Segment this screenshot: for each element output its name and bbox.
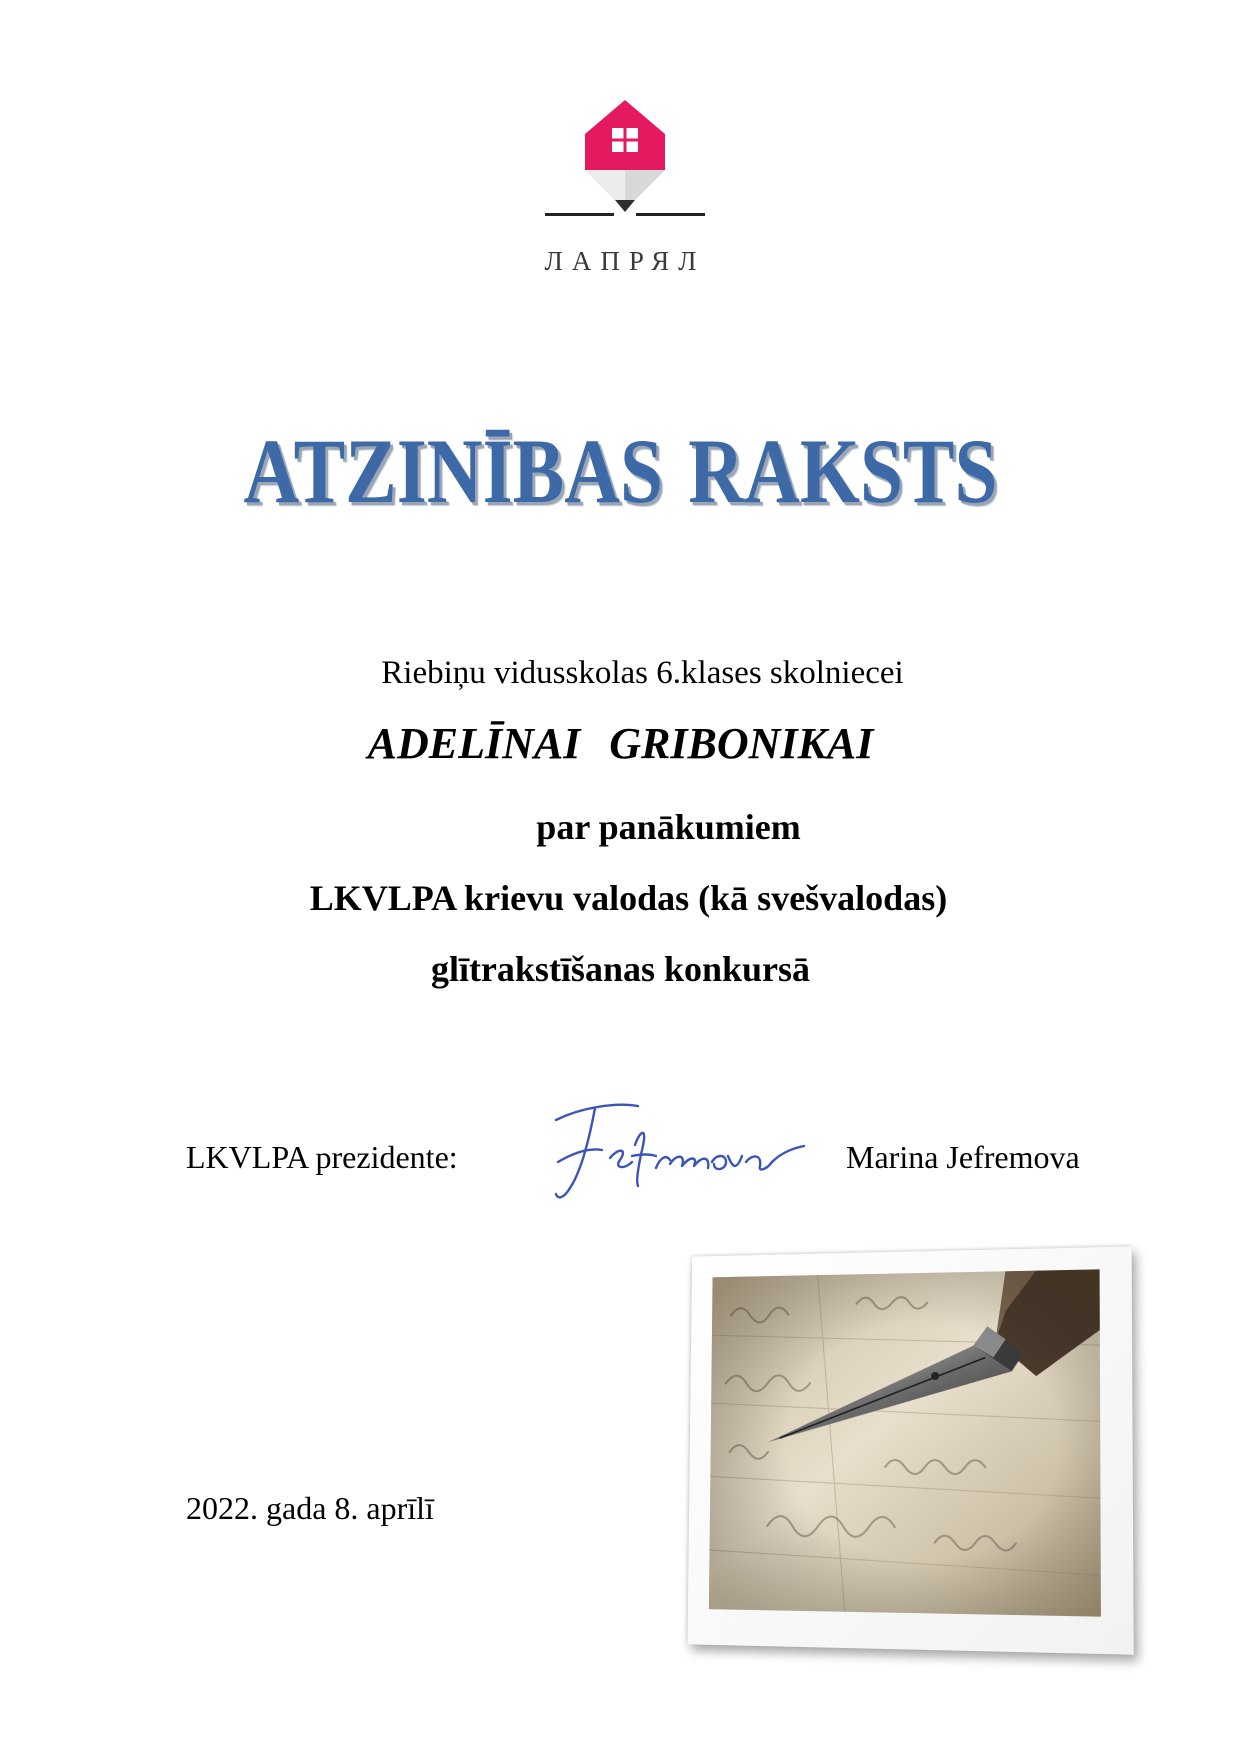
achievement-line: par panākumiem	[536, 807, 801, 847]
handwritten-signature-icon	[520, 1090, 810, 1210]
contest-line-2: glītrakstīšanas konkursā	[430, 949, 811, 989]
title-word-2: RAKSTS	[688, 420, 998, 522]
logo-text: ЛАПРЯЛ	[544, 246, 706, 276]
title-word-1: ATZINĪBAS	[243, 420, 664, 522]
contest-line-1: LKVLPA krievu valodas (kā svešvalodas)	[309, 878, 948, 918]
photo-frame	[687, 1246, 1133, 1654]
fountain-pen-photo-icon	[709, 1269, 1101, 1616]
school-line: Riebiņu vidusskolas 6.klases skolniecei	[381, 655, 904, 691]
certificate-title	[99, 418, 1141, 524]
president-label: LKVLPA prezidente:	[186, 1139, 458, 1175]
president-name: Marina Jefremova	[846, 1139, 1080, 1175]
issue-date: 2022. gada 8. aprīlī	[186, 1490, 434, 1526]
recipient-name: ADELĪNAI GRIBONIKAI	[367, 719, 874, 768]
